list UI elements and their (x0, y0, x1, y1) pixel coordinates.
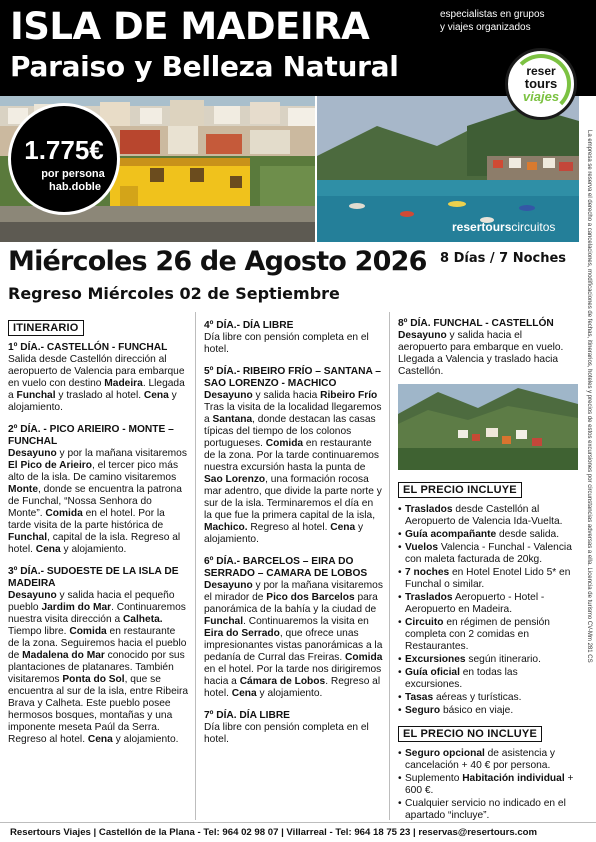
excludes-heading: EL PRECIO NO INCLUYE (398, 726, 542, 742)
brand-part-1: resertours (452, 220, 512, 234)
includes-item: • Guía oficial en todas las excursiones. (398, 667, 574, 691)
includes-item: • Guía acompañante desde salida. (398, 529, 574, 541)
side-legal-text: La empresa se reserva el derecho a cancelaciones, modificaciones de fechas, itinerarios, hoteles y precios de estos excursiones por circunstancias adversas a ella. Licencia de turismo CV-Mm 281 CS (586, 130, 592, 663)
day-8-title: 8º DÍA. FUNCHAL - CASTELLÓN (398, 318, 554, 329)
itinerary-column-2 (195, 312, 389, 820)
return-date: Regreso Miércoles 02 de Septiembre (8, 284, 340, 303)
includes-item: • Traslados desde Castellón al Aeropuerto de Valencia Ida-Vuelta. (398, 504, 574, 528)
tagline (440, 8, 580, 34)
tagline-line-1: especialistas en grupos (440, 9, 545, 20)
itinerary-column-1 (0, 312, 195, 820)
village-illustration (398, 384, 578, 470)
includes-item: • Excursiones según itinerario. (398, 654, 574, 666)
day-2-body: Desayuno y por la mañana visitaremos El Pico de Arieiro, el tercer pico más alto de la isla. De camino visitaremos Monte, donde se encuentra la patrona de Funchal, “Nossa Senhora do Monte”. Comida en el hotel. Por la tarde visita de la parte histórica de Funchal, capital de la isla. Regreso al hotel. Cena y alojamiento. (8, 448, 187, 555)
excludes-item: • Seguro opcional de asistencia y cancelación + 40 € por persona. (398, 748, 574, 772)
day-1-title: 1º DÍA.- CASTELLÓN - FUNCHAL (8, 342, 168, 353)
day-3-body: Desayuno y salida hacia el pequeño pueblo Jardim do Mar. Continuaremos nuestra visita dirección a Calheta. Tiempo libre. Comida en restaurante de la zona. Seguiremos hacia el pueblo de Madalena do Mar conocido por sus plantaciones de platanares. También visitaremos Ponta do Sol, que se encuentra al sur de la isla, entre Ribeira Brava y Calheta. Este pueblo posee hermosos bosques, montañas y una imponente meseta Paúl da Serra. Regreso al hotel. Cena y alojamiento. (8, 590, 189, 745)
day-6-title: 6º DÍA.- BARCELOS – EIRA DO SERRADO – CAMARA DE LOBOS (204, 556, 368, 579)
brand-resertours-circuitos (452, 220, 555, 234)
day-6-body: Desayuno y por la mañana visitaremos el mirador de Pico dos Barcelos para panorámica de la bahía y la ciudad de Funchal. Continuaremos la visita en Eira do Serrado, que ofrece unas impresionantes vistas panorámicas a la pedanía de Curral das Freiras. Comida en el hotel. Por la tarde nos dirigiremos hacia a Cámara de Lobos. Regreso al hotel. Cena y alojamiento. (204, 580, 383, 699)
price-label-per-person: por persona (41, 168, 105, 180)
includes-item: • Tasas aéreas y turísticas. (398, 692, 574, 704)
excludes-list (398, 748, 574, 822)
excludes-item: • Suplemento Habitación individual + 600 €. (398, 773, 574, 797)
includes-item: • Seguro básico en viaje. (398, 705, 574, 717)
day-5 (204, 366, 383, 546)
day-2-title: 2º DÍA. - PICO ARIEIRO - MONTE – FUNCHAL (8, 424, 174, 447)
price-amount: 1.775€ (24, 135, 104, 165)
resertours-logo (505, 48, 577, 120)
day-1 (8, 342, 189, 414)
day-7 (204, 710, 383, 746)
madeira-village-photo (398, 384, 578, 470)
itinerary-heading: ITINERARIO (8, 320, 84, 336)
day-8-body: Desayuno y salida hacia el aeropuerto para embarque en vuelo. Llegada a Valencia y traslado hacia Castellón. (398, 330, 564, 377)
day-7-title: 7º DÍA. DÍA LIBRE (204, 710, 290, 721)
itinerary-column-3 (389, 312, 580, 820)
includes-item: • Vuelos Valencia - Funchal - Valencia con maleta facturada de 20kg. (398, 542, 574, 566)
includes-item: • 7 noches en Hotel Enotel Lido 5* en Funchal o similar. (398, 567, 574, 591)
logo-text-reser: reser (526, 64, 556, 78)
day-6 (204, 556, 383, 700)
logo-text-viajes: viajes (522, 89, 560, 104)
departure-date: Miércoles 26 de Agosto 2026 (8, 246, 427, 277)
includes-item: • Traslados Aeropuerto - Hotel - Aeropuerto en Madeira. (398, 592, 574, 616)
includes-heading: EL PRECIO INCLUYE (398, 482, 522, 498)
excludes-item: • Cualquier servicio no indicado en el apartado “incluye”. (398, 798, 574, 822)
day-3 (8, 566, 189, 746)
day-5-body: Desayuno y salida hacia Ribeiro Frío Tras la visita de la localidad llegaremos a Santana, donde destacan las casas típicas del tiempo de los colonos portugueses. Comida en restaurante de la zona. Por la tarde continuaremos nuestra excursión hasta la punta de Sao Lorenzo, una formación rocosa mar adentro, que divide la parte norte y sur de la isla. Terminaremos el día en la que fue la primera capital de la isla, Machico. Regreso al hotel. Cena y alojamiento. (204, 390, 382, 545)
day-1-body: Salida desde Castellón dirección al aeropuerto de Valencia para embarque en vuelo con destino Madeira. Llegada a Funchal y traslado al hotel. Cena y alojamiento. (8, 354, 185, 413)
day-4 (204, 320, 383, 356)
day-4-title: 4º DÍA.- DÍA LIBRE (204, 320, 294, 331)
brand-part-2: circuitos (511, 220, 556, 234)
day-2 (8, 424, 189, 556)
day-7-body: Día libre con pensión completa en el hotel. (204, 722, 369, 745)
trip-duration: 8 Días / 7 Noches (440, 251, 567, 266)
includes-list (398, 504, 574, 717)
day-3-title: 3º DÍA.- SUDOESTE DE LA ISLA DE MADEIRA (8, 566, 179, 589)
contact-footer: Resertours Viajes | Castellón de la Plana - Tel: 964 02 98 07 | Villarreal - Tel: 964 18 75 23 | reservas@resertours.com (0, 822, 596, 842)
price-label-room: hab.doble (49, 181, 101, 193)
page-title: ISLA DE MADEIRA (10, 5, 370, 48)
day-8 (398, 318, 574, 378)
tagline-line-2: y viajes organizados (440, 22, 531, 33)
day-5-title: 5º DÍA.- RIBEIRO FRÍO – SANTANA – SAO LORENZO - MACHICO (204, 366, 381, 389)
logo-text-tours: tours (524, 76, 558, 91)
includes-item: • Circuito en régimen de pensión completa con 2 comidas en Restaurantes. (398, 617, 574, 653)
day-4-body: Día libre con pensión completa en el hotel. (204, 332, 369, 355)
page-subtitle: Paraiso y Belleza Natural (10, 50, 399, 83)
price-badge (8, 103, 120, 215)
